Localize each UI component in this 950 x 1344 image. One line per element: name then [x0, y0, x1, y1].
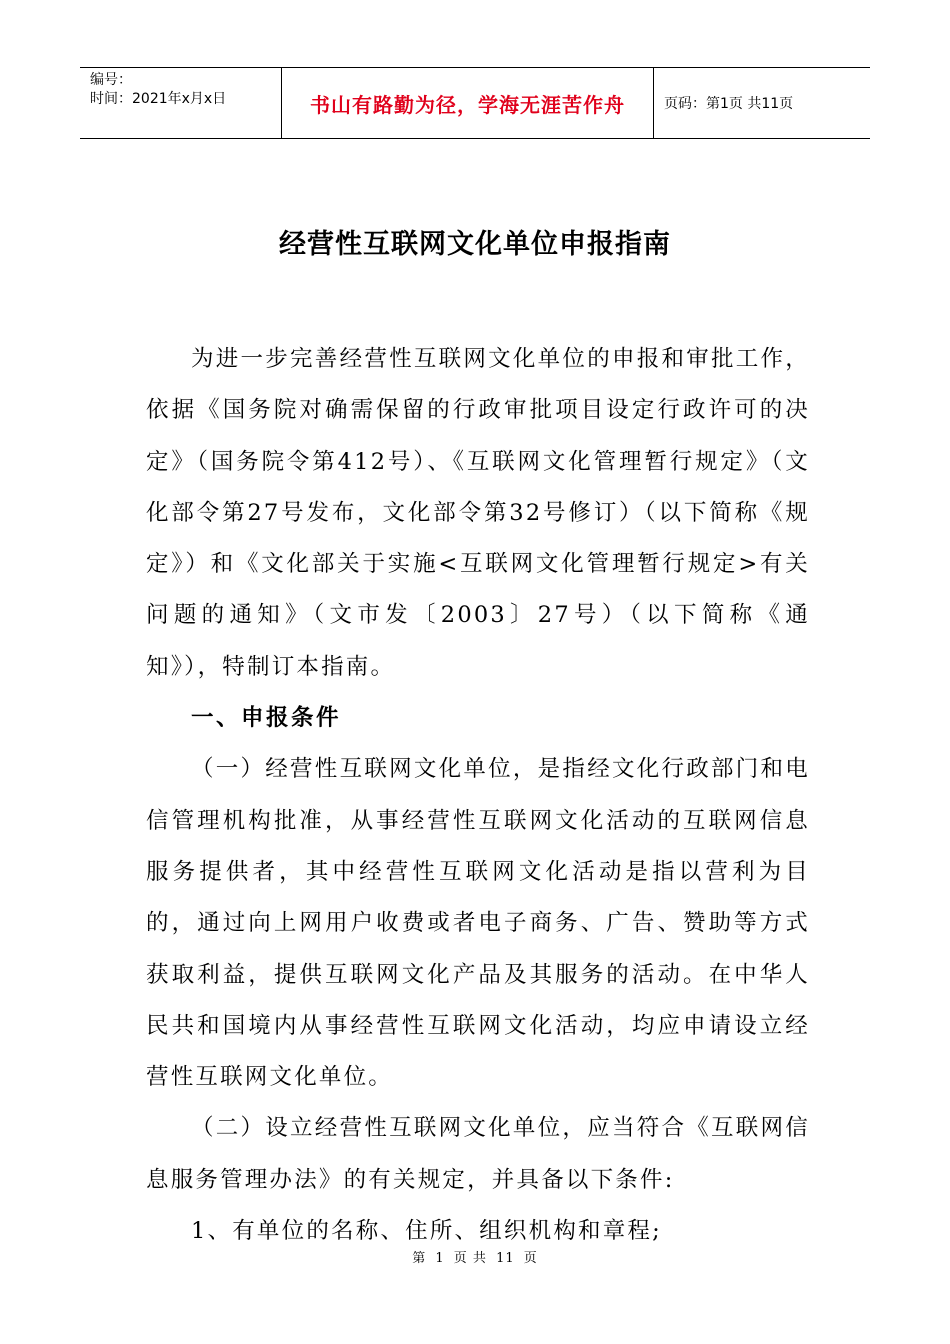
footer-current-page: 1 — [435, 1251, 445, 1266]
page-footer — [0, 1247, 950, 1266]
document-header — [80, 67, 870, 139]
header-motto-cell — [282, 68, 654, 138]
item-paragraph: （一）经营性互联网文化单位，是指经文化行政部门和电信管理机构批准，从事经营性互联网文化活动的互联网信息服务提供者，其中经营性互联网文化活动是指以营利为目的，通过向上网用户收费或者电子商务、广告、赞助等方式获取利益，提供互联网文化产品及其服务的活动。在中华人民共和国境内从事经营性互联网文化活动，均应申请设立经营性互联网文化单位。 — [146, 756, 810, 1091]
header-page-cell — [654, 68, 870, 138]
footer-middle: 页 共 — [453, 1251, 487, 1266]
motto-text: 书山有路勤为径，学海无涯苦作舟 — [310, 92, 625, 117]
item-paragraph: （二）设立经营性互联网文化单位，应当符合《互联网信息服务管理办法》的有关规定，并具备以下条件: — [146, 1115, 810, 1193]
section-heading: 一、申报条件 — [191, 705, 342, 732]
document-title: 经营性互联网文化单位申报指南 — [279, 229, 671, 260]
footer-total-pages: 11 — [496, 1251, 515, 1266]
header-meta-cell — [80, 68, 282, 138]
intro-paragraph: 为进一步完善经营性互联网文化单位的申报和审批工作，依据《国务院对确需保留的行政审批项目设定行政许可的决定》（国务院令第412号）、《互联网文化管理暂行规定》（文化部令第27号发布，文化部令第32号修订）（以下简称《规定》）和《文化部关于实施<互联网文化管理暂行规定>有关问题的通知》（文市发〔2003〕27号）（以下简称《通知》），特制订本指南。 — [146, 346, 810, 680]
date-line: 时间：2021年x月x日 — [90, 91, 227, 107]
subitem-paragraph: 1、有单位的名称、住所、组织机构和章程; — [191, 1218, 662, 1245]
page-info: 页码：第1页 共11页 — [664, 96, 794, 112]
serial-label: 编号： — [90, 72, 132, 88]
footer-prefix: 第 — [412, 1251, 427, 1266]
document-body — [146, 334, 810, 1257]
footer-suffix: 页 — [523, 1251, 538, 1266]
